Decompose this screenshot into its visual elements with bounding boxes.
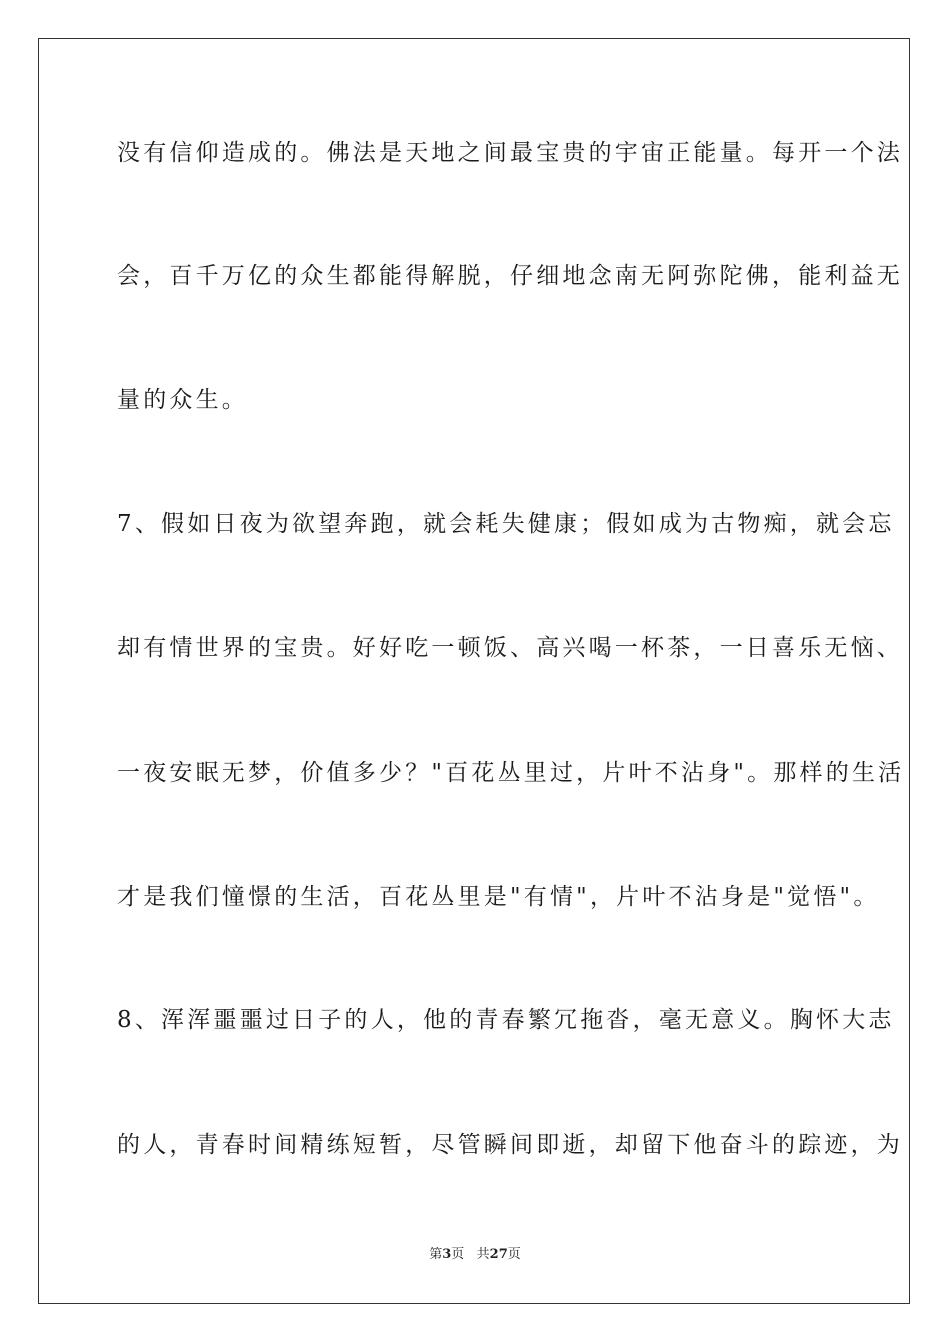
footer-suffix: 页 (507, 1247, 521, 1262)
text-line-3: 量的众生。 (117, 387, 248, 413)
current-page-number: 3 (442, 1247, 452, 1262)
text-line-7: 才是我们憧憬的生活，百花丛里是"有情"，片叶不沾身是"觉悟"。 (117, 884, 880, 910)
page-number-footer (0, 1246, 950, 1264)
page-border (38, 38, 910, 1304)
text-line-4: 7、假如日夜为欲望奔跑，就会耗失健康；假如成为古物痴，就会忘 (117, 511, 895, 537)
footer-mid: 页 共 (451, 1247, 490, 1262)
text-line-8: 8、浑浑噩噩过日子的人，他的青春繁冗拖沓，毫无意义。胸怀大志 (117, 1007, 895, 1033)
text-line-2: 会，百千万亿的众生都能得解脱，仔细地念南无阿弥陀佛，能利益无 (117, 263, 903, 289)
text-line-5: 却有情世界的宝贵。好好吃一顿饭、高兴喝一杯茶，一日喜乐无恼、 (117, 635, 903, 661)
text-line-1: 没有信仰造成的。佛法是天地之间最宝贵的宇宙正能量。每开一个法 (117, 140, 903, 166)
total-page-number: 27 (489, 1247, 508, 1262)
text-line-9: 的人，青春时间精练短暂，尽管瞬间即逝，却留下他奋斗的踪迹，为 (117, 1132, 903, 1158)
text-line-6: 一夜安眠无梦，价值多少？"百花丛里过，片叶不沾身"。那样的生活 (117, 760, 905, 786)
footer-prefix: 第 (429, 1247, 443, 1262)
